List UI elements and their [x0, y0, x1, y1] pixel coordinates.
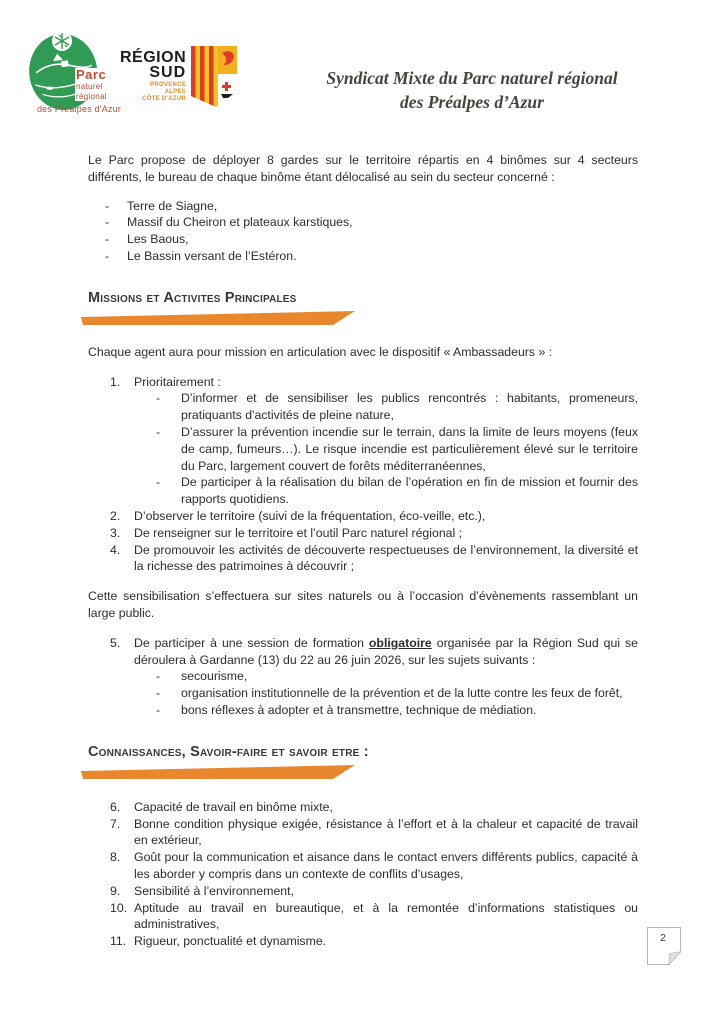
sub-item: [156, 424, 638, 474]
sub-item: [156, 685, 638, 702]
mission-item-text: De promouvoir les activités de découverte respectueuses de l’environnement, la diversité et la richesse des patrimoines à découvrir ;: [134, 542, 638, 574]
parc-logo-word-naturel: naturel: [76, 82, 103, 91]
sensibilisation-note: Cette sensibilisation s’effectuera sur sites naturels ou à l’occasion d’évènements rassemblant un large public.: [88, 589, 638, 620]
document-title-line2: des Préalpes d’Azur: [400, 92, 544, 112]
mission-item-2: [110, 508, 638, 525]
sector-item: [105, 231, 638, 248]
sector-label: Le Bassin versant de l’Estéron.: [127, 248, 297, 263]
item-number: 1.: [110, 374, 121, 389]
item-number: 8.: [110, 850, 121, 865]
sector-item: [105, 248, 638, 265]
region-word: RÉGION: [120, 49, 187, 66]
parc-logo-wordmark: [75, 68, 108, 101]
mission-item5-block: [110, 635, 638, 719]
dash-bullet: -: [156, 475, 161, 490]
skill-item-text: Capacité de travail en binôme mixte,: [134, 799, 333, 814]
sub-item-text: De participer à la réalisation du bilan de l’opération en fin de mission et fournir des rapports quotidiens.: [181, 475, 638, 507]
mission-item-text: D’observer le territoire (suivi de la fréquentation, éco-veille, etc.),: [134, 508, 486, 523]
mission-sub-list: [156, 668, 638, 718]
item-number: 9.: [110, 883, 121, 898]
section-underline-swoosh: [81, 311, 355, 325]
skill-item-8: [110, 849, 638, 883]
skill-item-text: Bonne condition physique exigée, résistance à l’effort et à la chaleur et capacité de travail en extérieur,: [134, 816, 638, 848]
dash-bullet: -: [105, 198, 110, 213]
missions-lead-paragraph: Chaque agent aura pour mission en articulation avec le dispositif « Ambassadeurs » :: [88, 344, 553, 359]
parc-logo-word-parc: Parc: [76, 67, 107, 82]
sub-item-text: organisation institutionnelle de la prévention et de la lutte contre les feux de forêt,: [181, 686, 623, 701]
skill-item-text: Sensibilité à l’environnement,: [134, 883, 294, 898]
item-number: 10.: [110, 900, 128, 915]
mission-item-text: Prioritairement :: [134, 374, 221, 389]
item-number: 6.: [110, 799, 121, 814]
section-underline-swoosh: [81, 765, 355, 779]
missions-section: [88, 290, 638, 719]
sector-item: [105, 214, 638, 231]
sub-item: [156, 668, 638, 685]
sectors-list: [105, 198, 638, 265]
region-sub-cote-dazur: CÔTE D'AZUR: [142, 96, 187, 102]
dash-bullet: -: [156, 686, 161, 701]
mission-item-1: [110, 374, 638, 508]
dash-bullet: -: [156, 391, 161, 406]
skills-section: [88, 744, 638, 950]
document-header: [0, 0, 724, 132]
skill-item-text: Goût pour la communication et aisance dans le contact envers différents publics, capacité à les aborder y compris dans un contexte de conflits d’usages,: [134, 850, 638, 881]
item-number: 7.: [110, 816, 121, 831]
parc-logo-word-regional: régional: [76, 92, 107, 101]
sub-item-text: bons réflexes à adopter et à transmettre, technique de médiation.: [181, 702, 537, 717]
document-body: [0, 132, 724, 950]
region-sub-provence: PROVENCE: [150, 82, 187, 88]
mission-sub-list: [156, 390, 638, 508]
sector-label: Les Baous,: [127, 232, 189, 247]
item-number: 11.: [110, 934, 127, 949]
dash-bullet: -: [105, 248, 110, 263]
item-number: 5.: [110, 635, 121, 650]
item-number: 3.: [110, 525, 121, 540]
page-number-box: [646, 926, 682, 966]
dash-bullet: -: [105, 232, 110, 247]
skills-section-heading: Connaissances, Savoir-faire et savoir etre :: [88, 743, 369, 760]
sub-item: [156, 702, 638, 719]
sud-word: SUD: [149, 64, 187, 81]
dash-bullet: -: [105, 215, 110, 230]
sub-item-text: D’informer et de sensibiliser les publics rencontrés : habitants, promeneurs, pratiquants d'activités de pleine nature,: [181, 391, 638, 423]
sector-label: Massif du Cheiron et plateaux karstiques,: [127, 215, 353, 230]
region-sud-wordmark: [120, 46, 186, 103]
sub-item-text: secourisme,: [181, 669, 248, 684]
parc-logo-caption: des Préalpes d'Azur: [36, 104, 122, 114]
skill-item-6: [110, 799, 638, 816]
missions-list: [110, 374, 638, 576]
skill-item-text: Aptitude au travail en bureautique, et à la remontée d’informations statistiques ou administratives,: [134, 900, 638, 932]
region-sud-logo: [120, 46, 237, 108]
item5-suffix: organisée par la Région Sud qui se déroulera à Gardanne (13) du 22 au 26 juin 2026, sur les sujets suivants :: [134, 635, 639, 667]
item-number: 2.: [110, 508, 121, 523]
document-title: [268, 66, 676, 114]
item5-prefix: De participer à une session de formation: [134, 635, 369, 650]
skill-item-7: [110, 816, 638, 850]
page-number-value: 2: [660, 933, 666, 944]
paca-flag-icon: [191, 46, 237, 108]
sector-label: Terre de Siagne,: [127, 198, 218, 213]
skill-item-11: [110, 933, 638, 950]
skill-item-text: Rigueur, ponctualité et dynamisme.: [134, 934, 327, 949]
region-sub-alpes: ALPES: [164, 89, 187, 95]
sector-item: [105, 198, 638, 215]
skill-item-9: [110, 883, 638, 900]
document-title-line1: Syndicat Mixte du Parc naturel régional: [326, 68, 618, 88]
dash-bullet: -: [156, 669, 161, 684]
mission-item-3: [110, 525, 638, 542]
sub-item: [156, 474, 638, 508]
item5-emphasis: obligatoire: [368, 635, 432, 650]
mission-item-text: [134, 635, 638, 669]
dash-bullet: -: [156, 424, 161, 439]
mission-item-4: [110, 542, 638, 576]
skills-list: [110, 799, 638, 950]
intro-paragraph: Le Parc propose de déployer 8 gardes sur le territoire répartis en 4 binômes sur 4 secteurs différents, le bureau de chaque binôme étant délocalisé au sein du secteur concerné :: [88, 153, 638, 184]
skill-item-10: [110, 900, 638, 934]
mission-item-text: De renseigner sur le territoire et l’outil Parc naturel régional ;: [134, 525, 463, 540]
dog-ear-page-icon: [646, 926, 682, 966]
mission-item-5: [110, 635, 638, 719]
dash-bullet: -: [156, 702, 161, 717]
item-number: 4.: [110, 542, 121, 557]
missions-section-heading: Missions et Activites Principales: [88, 289, 297, 306]
sub-item-text: D’assurer la prévention incendie sur le terrain, dans la limite de leurs moyens (feux de camp, fumeurs…). Le risque incendie est particulièrement élevé sur le territoire du Parc, largement couvert de forêts méditerranéennes,: [181, 424, 638, 473]
sub-item: [156, 390, 638, 424]
